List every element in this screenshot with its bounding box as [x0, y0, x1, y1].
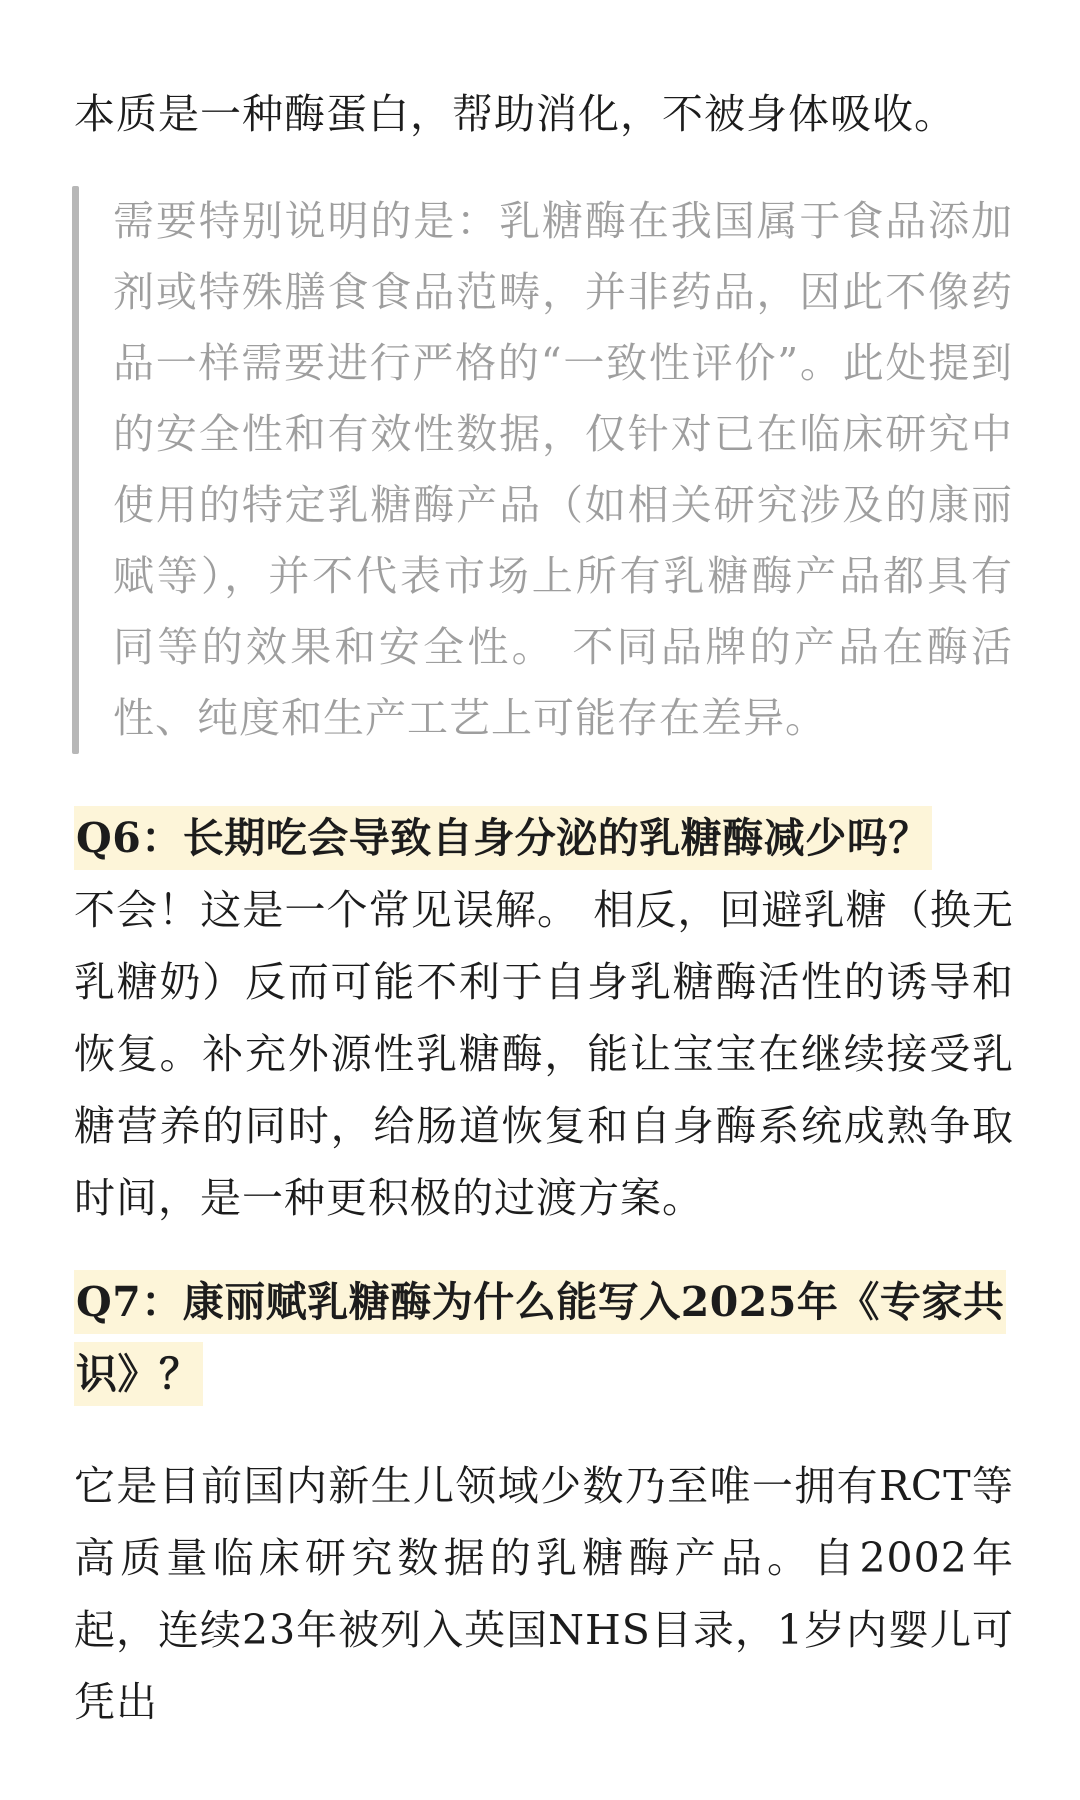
- q6-question: Q6：长期吃会导致自身分泌的乳糖酶减少吗？: [74, 806, 932, 870]
- q6-answer: 不会！这是一个常见误解。 相反，回避乳糖（换无乳糖奶）反而可能不利于自身乳糖酶活性的诱导和恢复。补充外源性乳糖酶，能让宝宝在继续接受乳糖营养的同时，给肠道恢复和自身酶系统成熟争取时间，是一种更积极的过渡方案。: [74, 886, 1014, 1222]
- q7-answer: 它是目前国内新生儿领域少数乃至唯一拥有RCT等高质量临床研究数据的乳糖酶产品。自2002年起，连续23年被列入英国NHS目录，1岁内婴儿可凭出: [74, 1462, 1014, 1726]
- q6-heading: [74, 802, 1014, 874]
- note-blockquote: [72, 186, 1013, 754]
- q7-question: Q7：康丽赋乳糖酶为什么能写入2025年《专家共识》？: [74, 1270, 1006, 1406]
- blockquote-bar: [72, 186, 79, 754]
- note-text: 需要特别说明的是：乳糖酶在我国属于食品添加剂或特殊膳食食品范畴，并非药品，因此不像药品一样需要进行严格的“一致性评价”。此处提到的安全性和有效性数据，仅针对已在临床研究中使用的特定乳糖酶产品（如相关研究涉及的康丽赋等），并不代表市场上所有乳糖酶产品都具有同等的效果和安全性。 不同品牌的产品在酶活性、纯度和生产工艺上可能存在差异。: [113, 197, 1013, 742]
- intro-paragraph: 本质是一种酶蛋白，帮助消化，不被身体吸收。: [74, 90, 956, 138]
- article-body: [74, 0, 1014, 1738]
- q7-heading: [74, 1266, 1014, 1410]
